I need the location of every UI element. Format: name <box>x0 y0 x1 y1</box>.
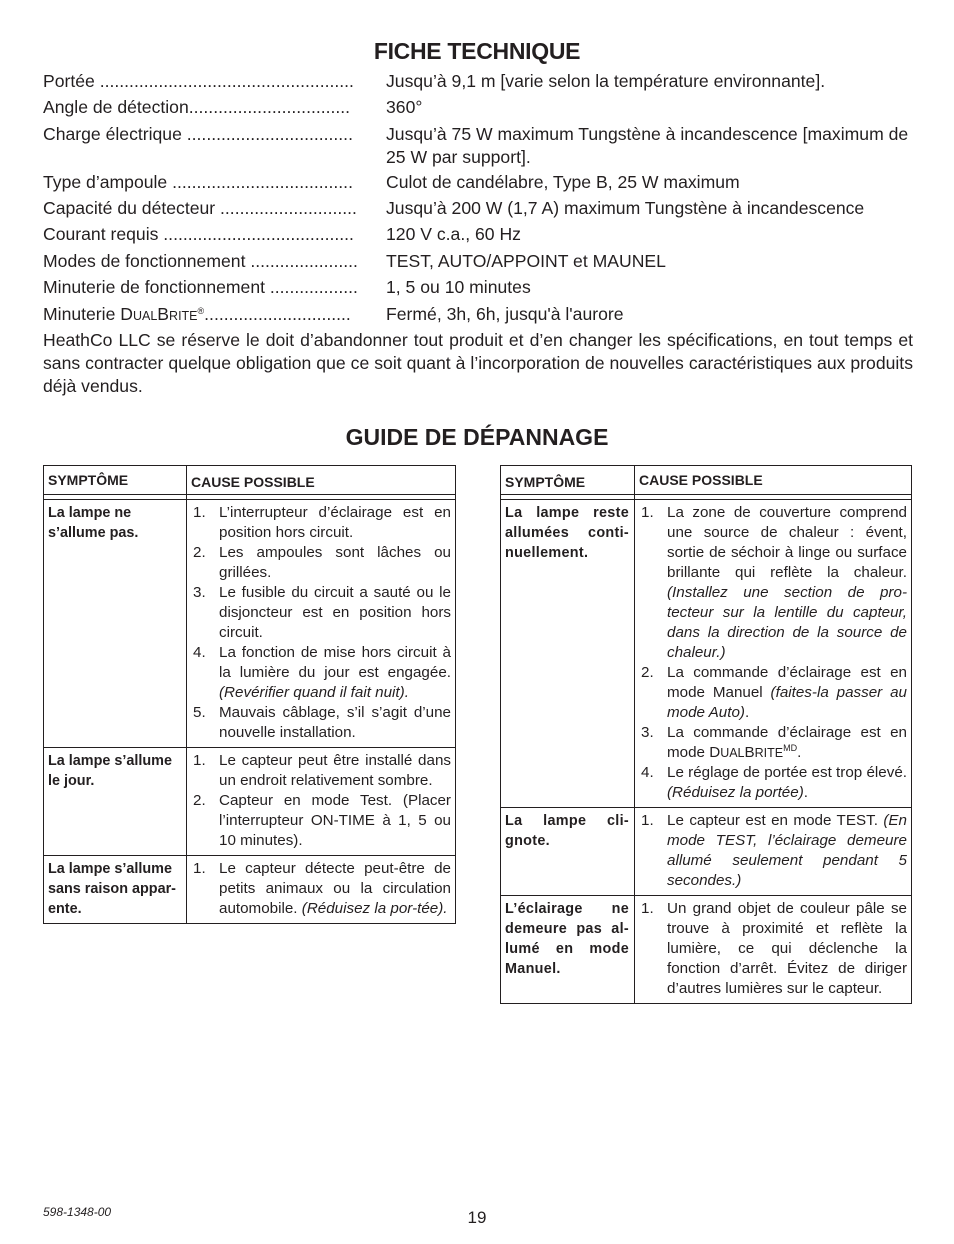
cause-item: 2. La commande d’éclairage est en mode Manuel (faites-la passer au mode Auto). <box>641 664 907 721</box>
spec-label: Minuterie de fonctionnement .................. <box>43 277 358 298</box>
symptom-cell: La lampe reste allumées conti-nuellement. <box>501 500 635 808</box>
symptom-cell: La lampe ne s’allume pas. <box>44 500 187 748</box>
spec-label: Portée .................................................... <box>43 71 354 91</box>
table-row <box>44 748 456 856</box>
cause-item: 2. Capteur en mode Test. (Placer l’interrupteur ON-TIME à 1, 5 ou 10 minutes). <box>193 792 451 849</box>
cause-item: 1. Le capteur détecte peut-être de petits animaux ou la circulation automobile. (Réduisez la por-tée). <box>193 860 451 917</box>
table-row <box>501 808 912 896</box>
troubleshooting-table-right <box>500 465 912 1004</box>
symptom-cell: La lampe cli-gnote. <box>501 808 635 896</box>
spec-value: Fermé, 3h, 6h, jusqu'à l'aurore <box>386 303 624 324</box>
cause-cell <box>187 856 456 924</box>
spec-label: Angle de détection................................. <box>43 97 351 118</box>
cause-item: 3. La commande d’éclairage est en mode $DUALBRITE^{MD}$. <box>641 724 907 761</box>
spec-row <box>43 248 913 274</box>
table-header-row <box>501 466 912 495</box>
table-row <box>44 856 456 924</box>
cause-header: CAUSE POSSIBLE <box>187 466 456 495</box>
spec-value: Jusqu’à 9,1 m [varie selon la température environnante]. <box>386 71 826 91</box>
disclaimer: HeathCo LLC se réserve le doit d’abandonner tout produit et d’en changer les spécifications, en tout temps et sans contracter quelque obligation que ce soit quant à l’incorporation de nouvelles caractéristiques aux produits déjà vendus. <box>43 329 913 396</box>
spec-label: Capacité du détecteur ............................ <box>43 197 357 218</box>
spec-value: TEST, AUTO/APPOINT et MAUNEL <box>386 250 666 271</box>
spec-value: Jusqu’à 200 W (1,7 A) maximum Tungstène à incandescence <box>386 197 865 218</box>
spec-label: Courant requis ....................................... <box>43 224 354 245</box>
symptom-cell: La lampe s’allume sans raison appar-ente. <box>44 856 187 924</box>
cause-item: 1. Le capteur est en mode TEST. (En mode TEST, l’éclairage demeure allumé seulement pendant 5 secondes.) <box>641 812 907 889</box>
cause-item: 5. Mauvais câblage, s’il s’agit d’une nouvelle installation. <box>193 704 451 741</box>
spec-value: 360° <box>386 97 423 118</box>
cause-cell <box>187 500 456 748</box>
spec-row <box>43 68 913 94</box>
cause-cell <box>187 748 456 856</box>
spec-row <box>43 274 913 300</box>
spec-row <box>43 94 913 120</box>
table-row <box>44 500 456 748</box>
cause-header: CAUSE POSSIBLE <box>635 466 912 495</box>
cause-item: 2. Les ampoules sont lâches ou grillées. <box>193 544 451 581</box>
spec-label: Type d’ampoule ..................................... <box>43 171 353 192</box>
spec-row <box>43 301 913 329</box>
cause-item: 1. La zone de couverture comprend une source de chaleur : évent, sortie de séchoir à linge ou surface brillante qui reflète la chaleur. (Installez une section de pro-tecteur sur la lentille du capteur, dans la direction de la source de chaleur.) <box>641 504 907 661</box>
spec-value: 120 V c.a., 60 Hz <box>386 224 521 245</box>
symptom-header: SYMPTÔME <box>44 466 187 495</box>
symptom-cell: La lampe s’allume le jour. <box>44 748 187 856</box>
spec-label: Minuterie DUALBRITE®.............................. <box>43 303 351 324</box>
cause-cell <box>635 500 912 808</box>
document-code: 598-1348-00 <box>43 1205 112 1219</box>
cause-cell <box>635 896 912 1004</box>
symptom-cell: L’éclairage ne demeure pas al-lumé en mode Manuel. <box>501 896 635 1004</box>
symptom-header: SYMPTÔME <box>501 466 635 495</box>
page-number: 19 <box>467 1208 487 1227</box>
spec-label: Charge électrique .................................. <box>43 123 353 144</box>
spec-value: 1, 5 ou 10 minutes <box>386 277 531 298</box>
spec-value: Jusqu’à 75 W maximum Tungstène à incandescence [maximum de 25 W par support]. <box>386 123 909 167</box>
cause-item: 1. L’interrupteur d’éclairage est en position hors circuit. <box>193 504 451 541</box>
cause-item: 1. Un grand objet de couleur pâle se trouve à proximité et reflète la lumière, ce qui déclenche la fonction d’arrêt. Évitez de diriger d’autres lumières sur le capteur. <box>641 900 907 997</box>
table-row <box>501 500 912 808</box>
cause-cell <box>635 808 912 896</box>
spec-row <box>43 221 913 247</box>
cause-item: 4. Le réglage de portée est trop élevé. (Réduisez la portée). <box>641 764 907 801</box>
cause-item: 1. Le capteur peut être installé dans un endroit relativement sombre. <box>193 752 451 789</box>
cause-item: 3. Le fusible du circuit a sauté ou le disjoncteur est en position hors circuit. <box>193 584 451 641</box>
spec-row <box>43 121 913 169</box>
table-row <box>501 896 912 1004</box>
guide-title: GUIDE DE DÉPANNAGE <box>345 424 609 450</box>
cause-item: 4. La fonction de mise hors circuit à la lumière du jour est engagée. (Revérifier quand il fait nuit). <box>193 644 451 701</box>
spec-title: FICHE TECHNIQUE <box>373 38 581 64</box>
spec-list <box>43 68 913 398</box>
spec-row <box>43 169 913 195</box>
spec-label: Modes de fonctionnement ...................... <box>43 250 358 271</box>
troubleshooting-table-left <box>43 465 456 924</box>
spec-value: Culot de candélabre, Type B, 25 W maximum <box>386 171 740 192</box>
spec-row <box>43 195 913 221</box>
table-header-row <box>44 466 456 495</box>
